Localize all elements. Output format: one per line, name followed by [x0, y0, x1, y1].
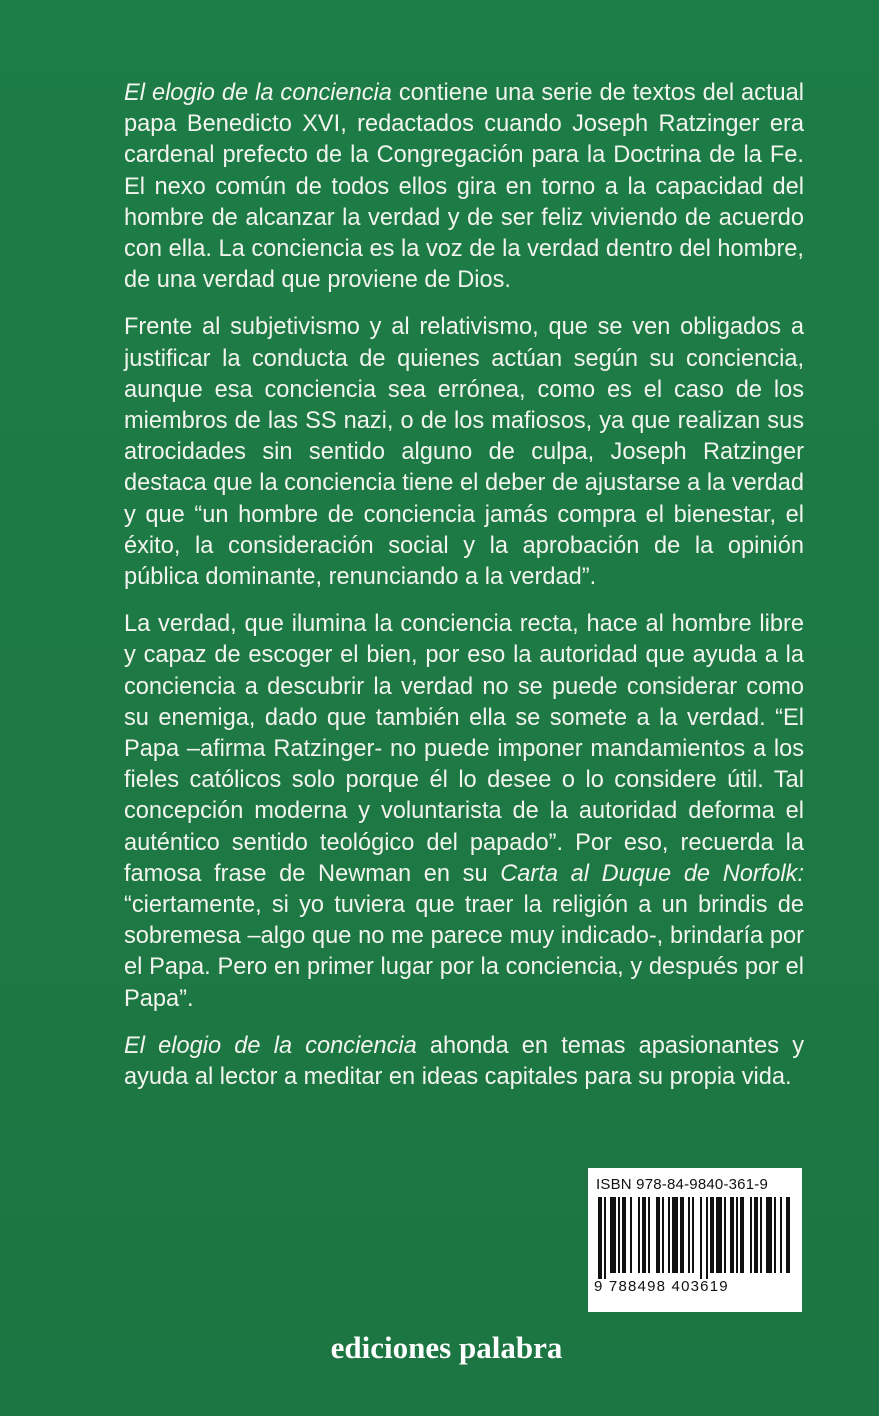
barcode-bar: [618, 1197, 620, 1273]
isbn-label: ISBN 978-84-9840-361-9: [596, 1176, 769, 1193]
isbn-barcode: [588, 1168, 802, 1312]
cited-work-title: Carta al Duque de Norfolk:: [500, 860, 805, 887]
barcode-bar: [688, 1197, 690, 1273]
barcode-bar: [710, 1197, 714, 1273]
book-title: El elogio de la conciencia: [124, 80, 392, 106]
blurb-paragraph-3: La verdad, que ilumina la conciencia recta, hace al hombre libre y capaz de escoger el bien, por eso la autoridad que ayuda a la conciencia a descubrir la verdad no se puede considerar como su enemiga, dado que también ella se somete a la verdad. “El Papa –afirma Ratzinger- no puede imponer mandamientos a los fieles católicos solo porque él lo desee o lo considere útil. Tal concepción moderna y voluntarista de la autoridad deforma el auténtico sentido teológico del papado”. Por eso, recuerda la famosa frase de Newman en su Carta al Duque de Norfolk: “ciertamente, si yo tuviera que traer la religión a un brindis de sobremesa –algo que no me parece muy indicado-, brindaría por el Papa. Pero en primer lugar por la conciencia, y después por el Papa”.: [124, 611, 805, 1012]
barcode-bar: [750, 1197, 752, 1273]
blurb-text: [124, 78, 804, 1109]
barcode-bar: [598, 1197, 602, 1279]
barcode-bar: [610, 1197, 616, 1273]
barcode-bar: [672, 1197, 678, 1273]
barcode-digits: 9 788498 403619: [594, 1278, 729, 1295]
barcode-bar: [780, 1197, 782, 1273]
barcode-bar: [724, 1197, 726, 1273]
publisher-logo: ediciones palabra: [330, 1330, 563, 1365]
barcode-bar: [730, 1197, 734, 1273]
blurb-paragraph-4: El elogio de la conciencia ahonda en temas apasionantes y ayuda al lector a meditar en ideas capitales para su propia vida.: [124, 1032, 804, 1091]
barcode-icon: [594, 1197, 796, 1279]
barcode-bar: [716, 1197, 722, 1273]
barcode-bar: [680, 1197, 684, 1273]
barcode-bar: [706, 1197, 708, 1279]
barcode-bar: [638, 1197, 640, 1273]
barcode-bar: [774, 1197, 776, 1273]
barcode-bar: [662, 1197, 664, 1273]
barcode-bar: [760, 1197, 762, 1273]
blurb-paragraph-2: Frente al subjetivismo y al relativismo, que se ven obligados a justificar la conducta de quienes actúan según su conciencia, aunque esa conciencia sea errónea, como es el caso de los miembros de las SS nazi, o de los mafiosos, ya que realizan sus atrocidades sin sentido alguno de culpa, Joseph Ratzinger destaca que la conciencia tiene el deber de ajustarse a la verdad y que “un hombre de conciencia jamás compra el bienestar, el éxito, la consideración social y la aprobación de la opinión pública dominante, renunciando a la verdad”.: [124, 314, 804, 591]
barcode-bar: [754, 1197, 758, 1273]
barcode-bar: [656, 1197, 660, 1273]
barcode-bar: [604, 1197, 606, 1279]
barcode-bar: [736, 1197, 738, 1273]
barcode-bar: [786, 1197, 790, 1273]
barcode-bar: [740, 1197, 744, 1273]
barcode-bar: [642, 1197, 646, 1273]
barcode-bar: [668, 1197, 670, 1273]
blurb-paragraph-1: El elogio de la conciencia contiene una serie de textos del actual papa Benedicto XVI, redactados cuando Joseph Ratzinger era cardenal prefecto de la Congregación para la Doctrina de la Fe. El nexo común de todos ellos gira en torno a la capacidad del hombre de alcanzar la verdad y de ser feliz viviendo de acuerdo con ella. La conciencia es la voz de la verdad dentro del hombre, de una verdad que proviene de Dios.: [124, 80, 804, 294]
barcode-bar: [692, 1197, 694, 1273]
barcode-bar: [622, 1197, 626, 1273]
book-title: El elogio de la conciencia: [124, 1032, 417, 1059]
barcode-bar: [700, 1197, 702, 1279]
barcode-bar: [630, 1197, 632, 1273]
barcode-bar: [766, 1197, 772, 1273]
barcode-bar: [648, 1197, 650, 1273]
